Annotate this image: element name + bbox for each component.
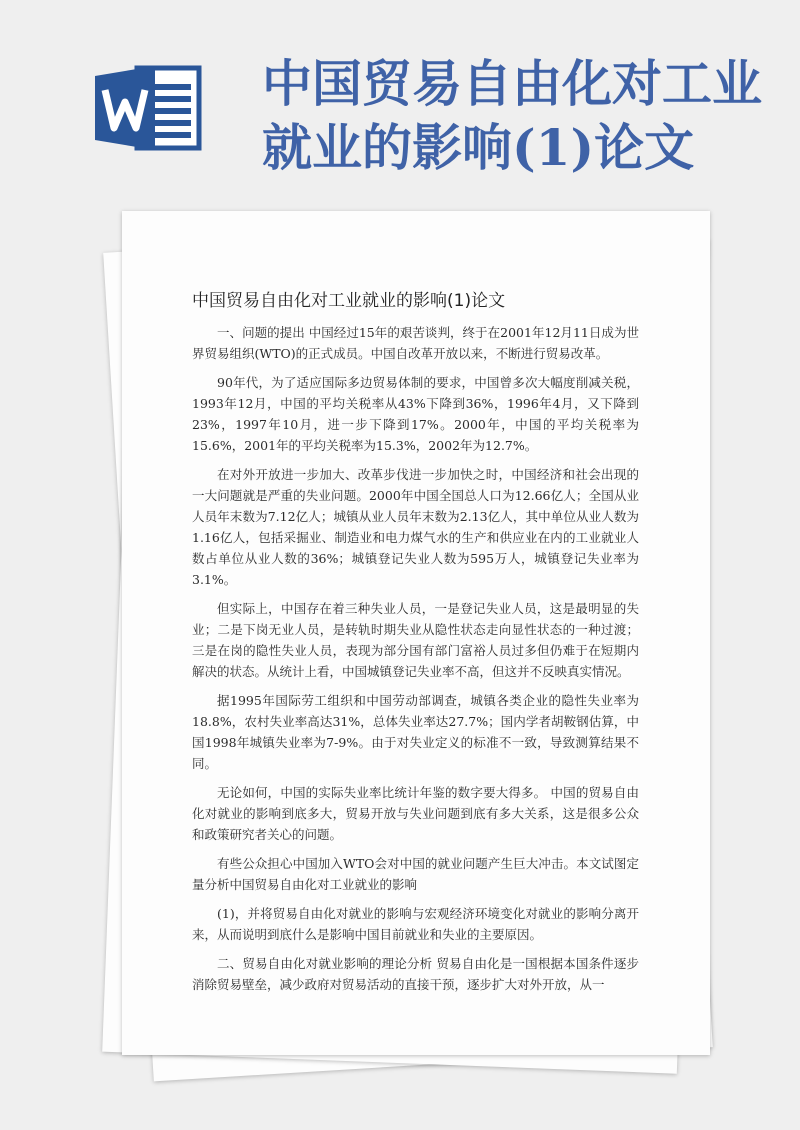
document-title: 中国贸易自由化对工业就业的影响(1)论文 <box>192 291 506 311</box>
document-body <box>192 322 639 1003</box>
page-title <box>262 52 782 180</box>
paragraph: 90年代，为了适应国际多边贸易体制的要求，中国曾多次大幅度削减关税，1993年12月，中国的平均关税率从43%下降到36%，1996年4月，又下降到23%，1997年10月，进一步下降到17%。2000年，中国的平均关税率为15.6%，2001年的平均关税率为15.3%，2002年为12.7%。 <box>192 375 639 453</box>
title-line-2: 就业的影响(1)论文 <box>262 118 695 177</box>
paragraph: 在对外开放进一步加大、改革步伐进一步加快之时，中国经济和社会出现的一大问题就是严重的失业问题。2000年中国全国总人口为12.66亿人；全国从业人员年末数为7.12亿人；城镇从业人员年末数为2.13亿人，其中单位从业人数为1.16亿人，包括采掘业、制造业和电力煤气水的生产和供应业在内的工业就业人数占单位从业人数的36%；城镇登记失业人数为595万人，城镇登记失业率为3.1%。 <box>192 467 639 587</box>
title-line-1: 中国贸易自由化对工业 <box>262 54 762 113</box>
paragraph: 二、贸易自由化对就业影响的理论分析 贸易自由化是一国根据本国条件逐步消除贸易壁垒，减少政府对贸易活动的直接干预，逐步扩大对外开放，从一 <box>192 956 639 992</box>
paragraph: 无论如何，中国的实际失业率比统计年鉴的数字要大得多。 中国的贸易自由化对就业的影响到底多大，贸易开放与失业问题到底有多大关系，这是很多公众和政策研究者关心的问题。 <box>192 785 639 842</box>
paragraph: 但实际上，中国存在着三种失业人员，一是登记失业人员，这是最明显的失业；二是下岗无业人员，是转轨时期失业从隐性状态走向显性状态的一种过渡；三是在岗的隐性失业人员，表现为部分国有部门富裕人员过多但仍难于在短期内解决的状态。从统计上看，中国城镇登记失业率不高，但这并不反映真实情况。 <box>192 601 639 679</box>
paragraph: 有些公众担心中国加入WTO会对中国的就业问题产生巨大冲击。本文试图定量分析中国贸易自由化对工业就业的影响 <box>192 856 639 892</box>
paragraph: 据1995年国际劳工组织和中国劳动部调查，城镇各类企业的隐性失业率为18.8%，农村失业率高达31%，总体失业率达27.7%；国内学者胡鞍钢估算，中国1998年城镇失业率为7-9%。由于对失业定义的标准不一致，导致测算结果不同。 <box>192 693 639 771</box>
header <box>0 0 800 200</box>
word-document-icon <box>95 62 215 154</box>
paragraph: (1)，并将贸易自由化对就业的影响与宏观经济环境变化对就业的影响分离开来，从而说明到底什么是影响中国目前就业和失业的主要原因。 <box>192 906 639 942</box>
paragraph: 一、问题的提出 中国经过15年的艰苦谈判，终于在2001年12月11日成为世界贸易组织(WTO)的正式成员。中国自改革开放以来，不断进行贸易改革。 <box>192 325 639 361</box>
